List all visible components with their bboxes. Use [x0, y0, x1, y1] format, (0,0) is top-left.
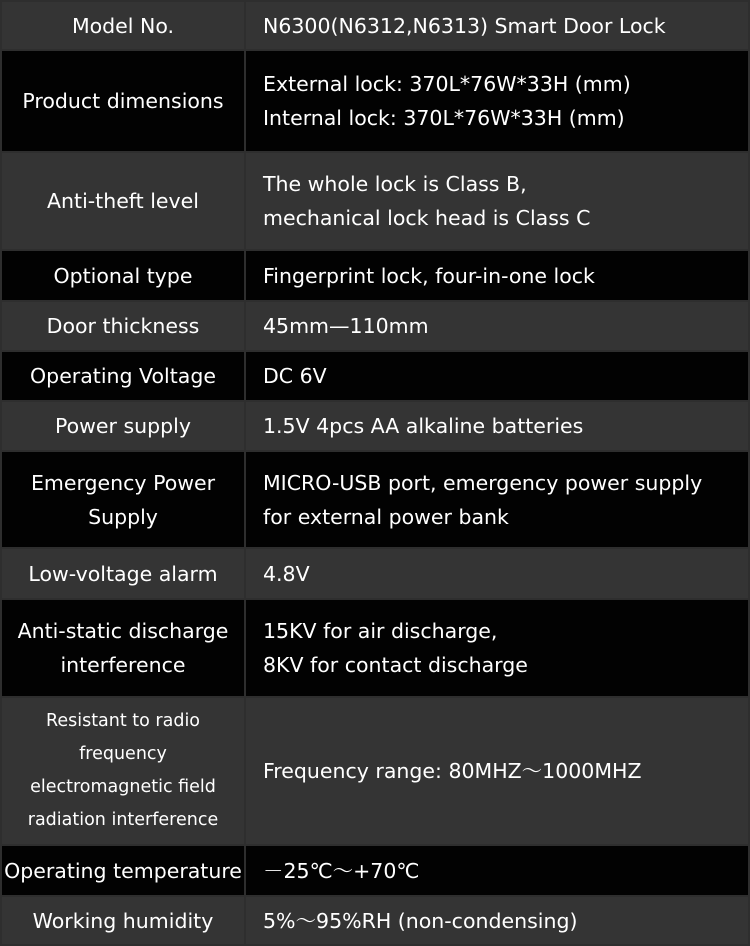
row-value: [246, 897, 748, 944]
row-label: [2, 51, 244, 151]
row-value: [246, 51, 748, 151]
table-row: [0, 897, 750, 944]
row-label-line: Resistant to radio: [45, 711, 201, 731]
row-label-line: Product dimensions: [22, 89, 224, 113]
table-row: [0, 2, 750, 49]
row-value: [246, 452, 748, 547]
row-value-line: 15KV for air discharge,: [263, 619, 498, 643]
row-value: [246, 352, 748, 400]
row-label: [2, 153, 244, 249]
row-value: [246, 549, 748, 598]
row-value-line: mechanical lock head is Class C: [263, 206, 591, 230]
table-row: [0, 698, 750, 844]
row-label-line: Supply: [88, 504, 158, 529]
row-value-line: MICRO-USB port, emergency power supply: [263, 470, 703, 495]
row-label: [2, 549, 244, 598]
row-label-line: Anti-theft level: [47, 189, 199, 213]
row-value-line: Frequency range: 80MHZ～1000MHZ: [263, 759, 642, 783]
row-label: [2, 402, 244, 450]
row-value-line: The whole lock is Class B,: [263, 172, 527, 196]
table-row: [0, 51, 750, 151]
row-label-line: electromagnetic field: [30, 777, 216, 797]
row-label-line: Power supply: [54, 414, 192, 438]
row-value-line: for external power bank: [263, 504, 509, 529]
row-label: [2, 251, 244, 300]
table-row: [0, 153, 750, 249]
row-label-line: Anti-static discharge: [17, 619, 229, 643]
row-label-line: Model No.: [71, 13, 175, 38]
row-label-line: Optional type: [53, 263, 193, 288]
row-value: [246, 302, 748, 350]
row-value-line: 8KV for contact discharge: [263, 653, 528, 677]
row-value: [246, 600, 748, 696]
row-label: [2, 452, 244, 547]
row-value-line: N6300(N6312,N6313) Smart Door Lock: [263, 13, 666, 38]
row-value-line: Internal lock: 370L*76W*33H (mm): [263, 106, 625, 130]
table-row: [0, 452, 750, 547]
row-value: [246, 153, 748, 249]
row-value-line: 4.8V: [263, 561, 310, 586]
row-label-line: Door thickness: [46, 314, 200, 338]
row-value-line: DC 6V: [263, 364, 327, 388]
row-label: [2, 352, 244, 400]
row-label: [2, 302, 244, 350]
row-value-line: External lock: 370L*76W*33H (mm): [263, 72, 631, 96]
row-value-line: 5%～95%RH (non-condensing): [263, 908, 578, 933]
row-value: [246, 846, 748, 895]
table-row: [0, 402, 750, 450]
table-row: [0, 846, 750, 895]
row-label-line: interference: [60, 653, 186, 677]
row-label: [2, 897, 244, 944]
row-label: [2, 2, 244, 49]
row-label-line: Working humidity: [32, 908, 214, 933]
table-row: [0, 352, 750, 400]
row-value: [246, 402, 748, 450]
row-label-line: frequency: [79, 744, 167, 764]
table-row: [0, 302, 750, 350]
row-value: [246, 698, 748, 844]
row-value-line: Fingerprint lock, four-in-one lock: [263, 263, 595, 288]
row-label-line: Low-voltage alarm: [28, 561, 218, 586]
row-label: [2, 846, 244, 895]
row-label-line: Operating temperature: [4, 858, 242, 883]
row-value-line: 45mm—110mm: [263, 314, 429, 338]
row-label: [2, 600, 244, 696]
table-row: [0, 251, 750, 300]
row-label-line: radiation interference: [27, 810, 219, 830]
row-label-line: Emergency Power: [30, 470, 216, 495]
row-value: [246, 2, 748, 49]
row-value: [246, 251, 748, 300]
row-label-line: Operating Voltage: [30, 364, 216, 388]
table-row: [0, 549, 750, 598]
row-value-line: 1.5V 4pcs AA alkaline batteries: [263, 414, 584, 438]
row-label: [2, 698, 244, 844]
table-row: [0, 600, 750, 696]
row-value-line: －25℃～+70℃: [263, 858, 420, 883]
